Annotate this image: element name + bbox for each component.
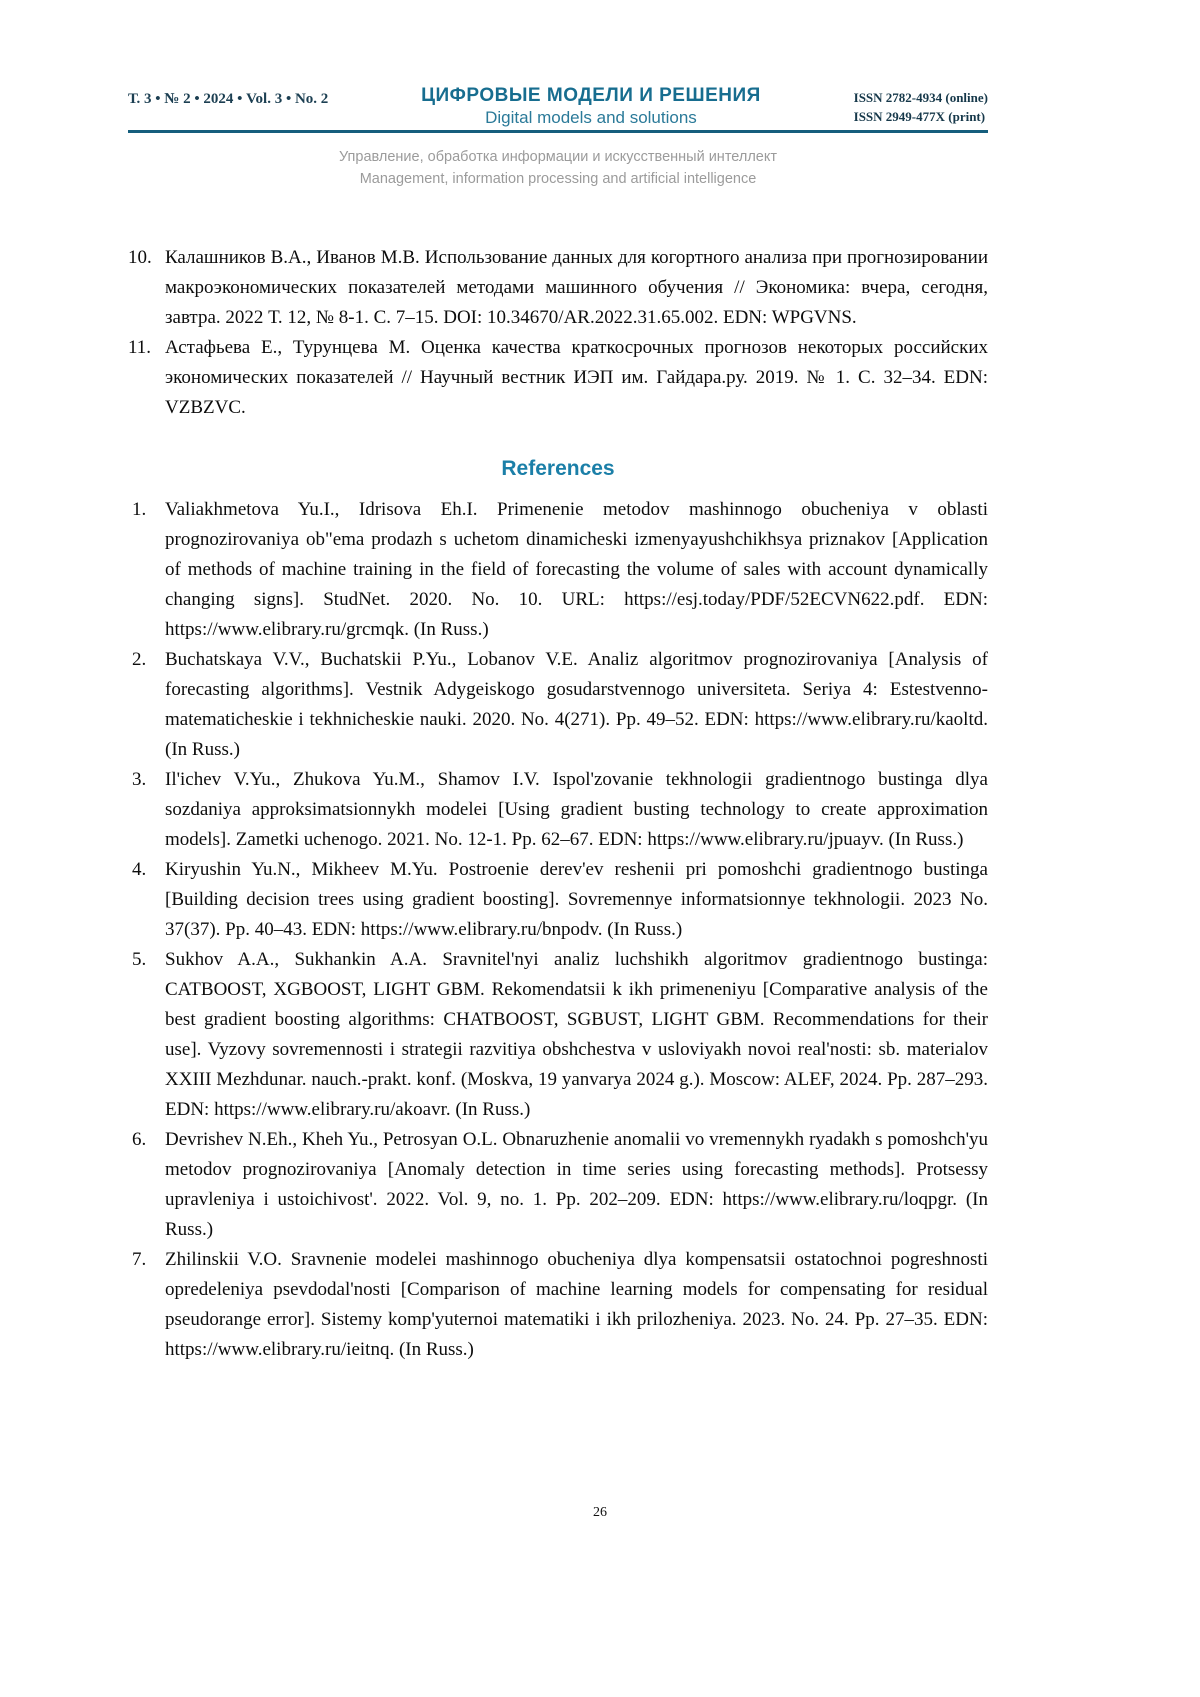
section-lines [128,147,988,191]
list-item [128,495,988,645]
journal-title-en: Digital models and solutions [485,108,697,127]
journal-title-ru: ЦИФРОВЫЕ МОДЕЛИ И РЕШЕНИЯ [421,85,761,106]
ref-text: Buchatskaya V.V., Buchatskii P.Yu., Lobanov V.E. Analiz algoritmov prognozirovaniya [Analysis of forecasting algorithms]. Vestnik Adygeiskogo gosudarstvennogo universiteta. Seriya 4: Estestvenno-matematicheskie i tekhnicheskie nauki. 2020. No. 4(271). Pp. 49–52. EDN: https://www.elibrary.ru/kaoltd. (In Russ.) [165,648,988,760]
ref-number: 11. [128,336,152,358]
ref-text: Калашников В.А., Иванов М.В. Использование данных для когортного анализа при прогнозировании макроэкономических показателей методами машинного обучения // Экономика: вчера, сегодня, завтра. 2022 Т. 12, № 8-1. С. 7–15. DOI: 10.34670/AR.2022.31.65.002. EDN: WPGVNS. [165,246,988,328]
ref-number: 6. [132,1128,147,1150]
list-item [128,855,988,945]
list-item [128,1125,988,1245]
ref-text: Kiryushin Yu.N., Mikheev M.Yu. Postroenie derev'ev reshenii pri pomoshchi gradientnogo bustinga [Building decision trees using gradient boosting]. Sovremennye informatsionnye tekhnologii. 2023 No. 37(37). Pp. 40–43. EDN: https://www.elibrary.ru/bnpodv. (In Russ.) [165,858,988,940]
references-heading: References [501,456,615,480]
ref-number: 4. [132,858,147,880]
issue-info: Т. 3 • № 2 • 2024 • Vol. 3 • No. 2 [128,91,329,107]
ref-number: 3. [132,768,147,790]
journal-header [128,85,988,128]
issn-online: ISSN 2782-4934 (online) [853,90,988,105]
list-item [128,1245,988,1365]
section-title-en: Management, information processing and artificial intelligence [359,170,757,187]
ref-text: Il'ichev V.Yu., Zhukova Yu.M., Shamov I.V. Ispol'zovanie tekhnologii gradientnogo bustinga dlya sozdaniya approksimatsionnykh modelei [Using gradient busting technology to create approximation models]. Zametki uchenogo. 2021. No. 12-1. Pp. 62–67. EDN: https://www.elibrary.ru/jpuayv. (In Russ.) [165,768,988,850]
ref-text: Devrishev N.Eh., Kheh Yu., Petrosyan O.L. Obnaruzhenie anomalii vo vremennykh ryadakh s pomoshch'yu metodov prognozirovaniya [Anomaly detection in time series using forecasting methods]. Protsessy upravleniya i ustoichivost'. 2022. Vol. 9, no. 1. Pp. 202–209. EDN: https://www.elibrary.ru/loqpgr. (In Russ.) [165,1128,988,1240]
list-item [128,243,988,333]
ref-text: Valiakhmetova Yu.I., Idrisova Eh.I. Primenenie metodov mashinnogo obucheniya v oblasti prognozirovaniya ob"ema prodazh s uchetom dinamicheski izmenyayushchikhsya priznakov [Application of methods of machine training in the field of forecasting the volume of sales with account dynamically changing signs]. StudNet. 2020. No. 10. URL: https://esj.today/PDF/52ECVN622.pdf. EDN: https://www.elibrary.ru/grcmqk. (In Russ.) [165,498,988,640]
list-item [128,333,988,423]
list-item [128,645,988,765]
ref-number: 10. [128,246,152,268]
list-item [128,945,988,1125]
issn-block [854,85,988,127]
header-rule-divider [128,130,988,133]
ref-number: 2. [132,648,147,670]
list-item [128,765,988,855]
section-title-ru: Управление, обработка информации и искусственный интеллект [338,149,778,165]
page-number: 26 [593,1505,607,1520]
ref-number: 1. [132,498,147,520]
ref-number: 7. [132,1248,147,1270]
ref-number: 5. [132,948,147,970]
ref-text: Астафьева Е., Турунцева М. Оценка качества краткосрочных прогнозов некоторых российских экономических показателей // Научный вестник ИЭП им. Гайдара.ру. 2019. № 1. С. 32–34. EDN: VZBZVC. [165,336,988,418]
english-references-list [128,495,988,1365]
journal-titles [328,85,853,128]
russian-references-list [128,243,988,423]
ref-text: Zhilinskii V.O. Sravnenie modelei mashinnogo obucheniya dlya kompensatsii ostatochnoi pogreshnosti opredeleniya psevdodal'nosti [Comparison of machine learning models for compensating for residual pseudorange error]. Sistemy komp'yuternoi matematiki i ikh prilozheniya. 2023. No. 24. Pp. 27–35. EDN: https://www.elibrary.ru/ieitnq. (In Russ.) [165,1248,988,1360]
ref-text: Sukhov A.A., Sukhankin A.A. Sravnitel'nyi analiz luchshikh algoritmov gradientnogo bustinga: CATBOOST, XGBOOST, LIGHT GBM. Rekomendatsii k ikh primeneniyu [Comparative analysis of the best gradient boosting algorithms: CHATBOOST, SGBUST, LIGHT GBM. Recommendations for their use]. Vyzovy sovremennosti i strategii razvitiya obshchestva v usloviyakh novoi real'nosti: sb. materialov XXIII Mezhdunar. nauch.-prakt. konf. (Moskva, 19 yanvarya 2024 g.). Moscow: ALEF, 2024. Pp. 287–293. EDN: https://www.elibrary.ru/akoavr. (In Russ.) [165,948,988,1120]
issn-print: ISSN 2949-477X (print) [853,108,986,124]
article-body [128,243,988,1365]
